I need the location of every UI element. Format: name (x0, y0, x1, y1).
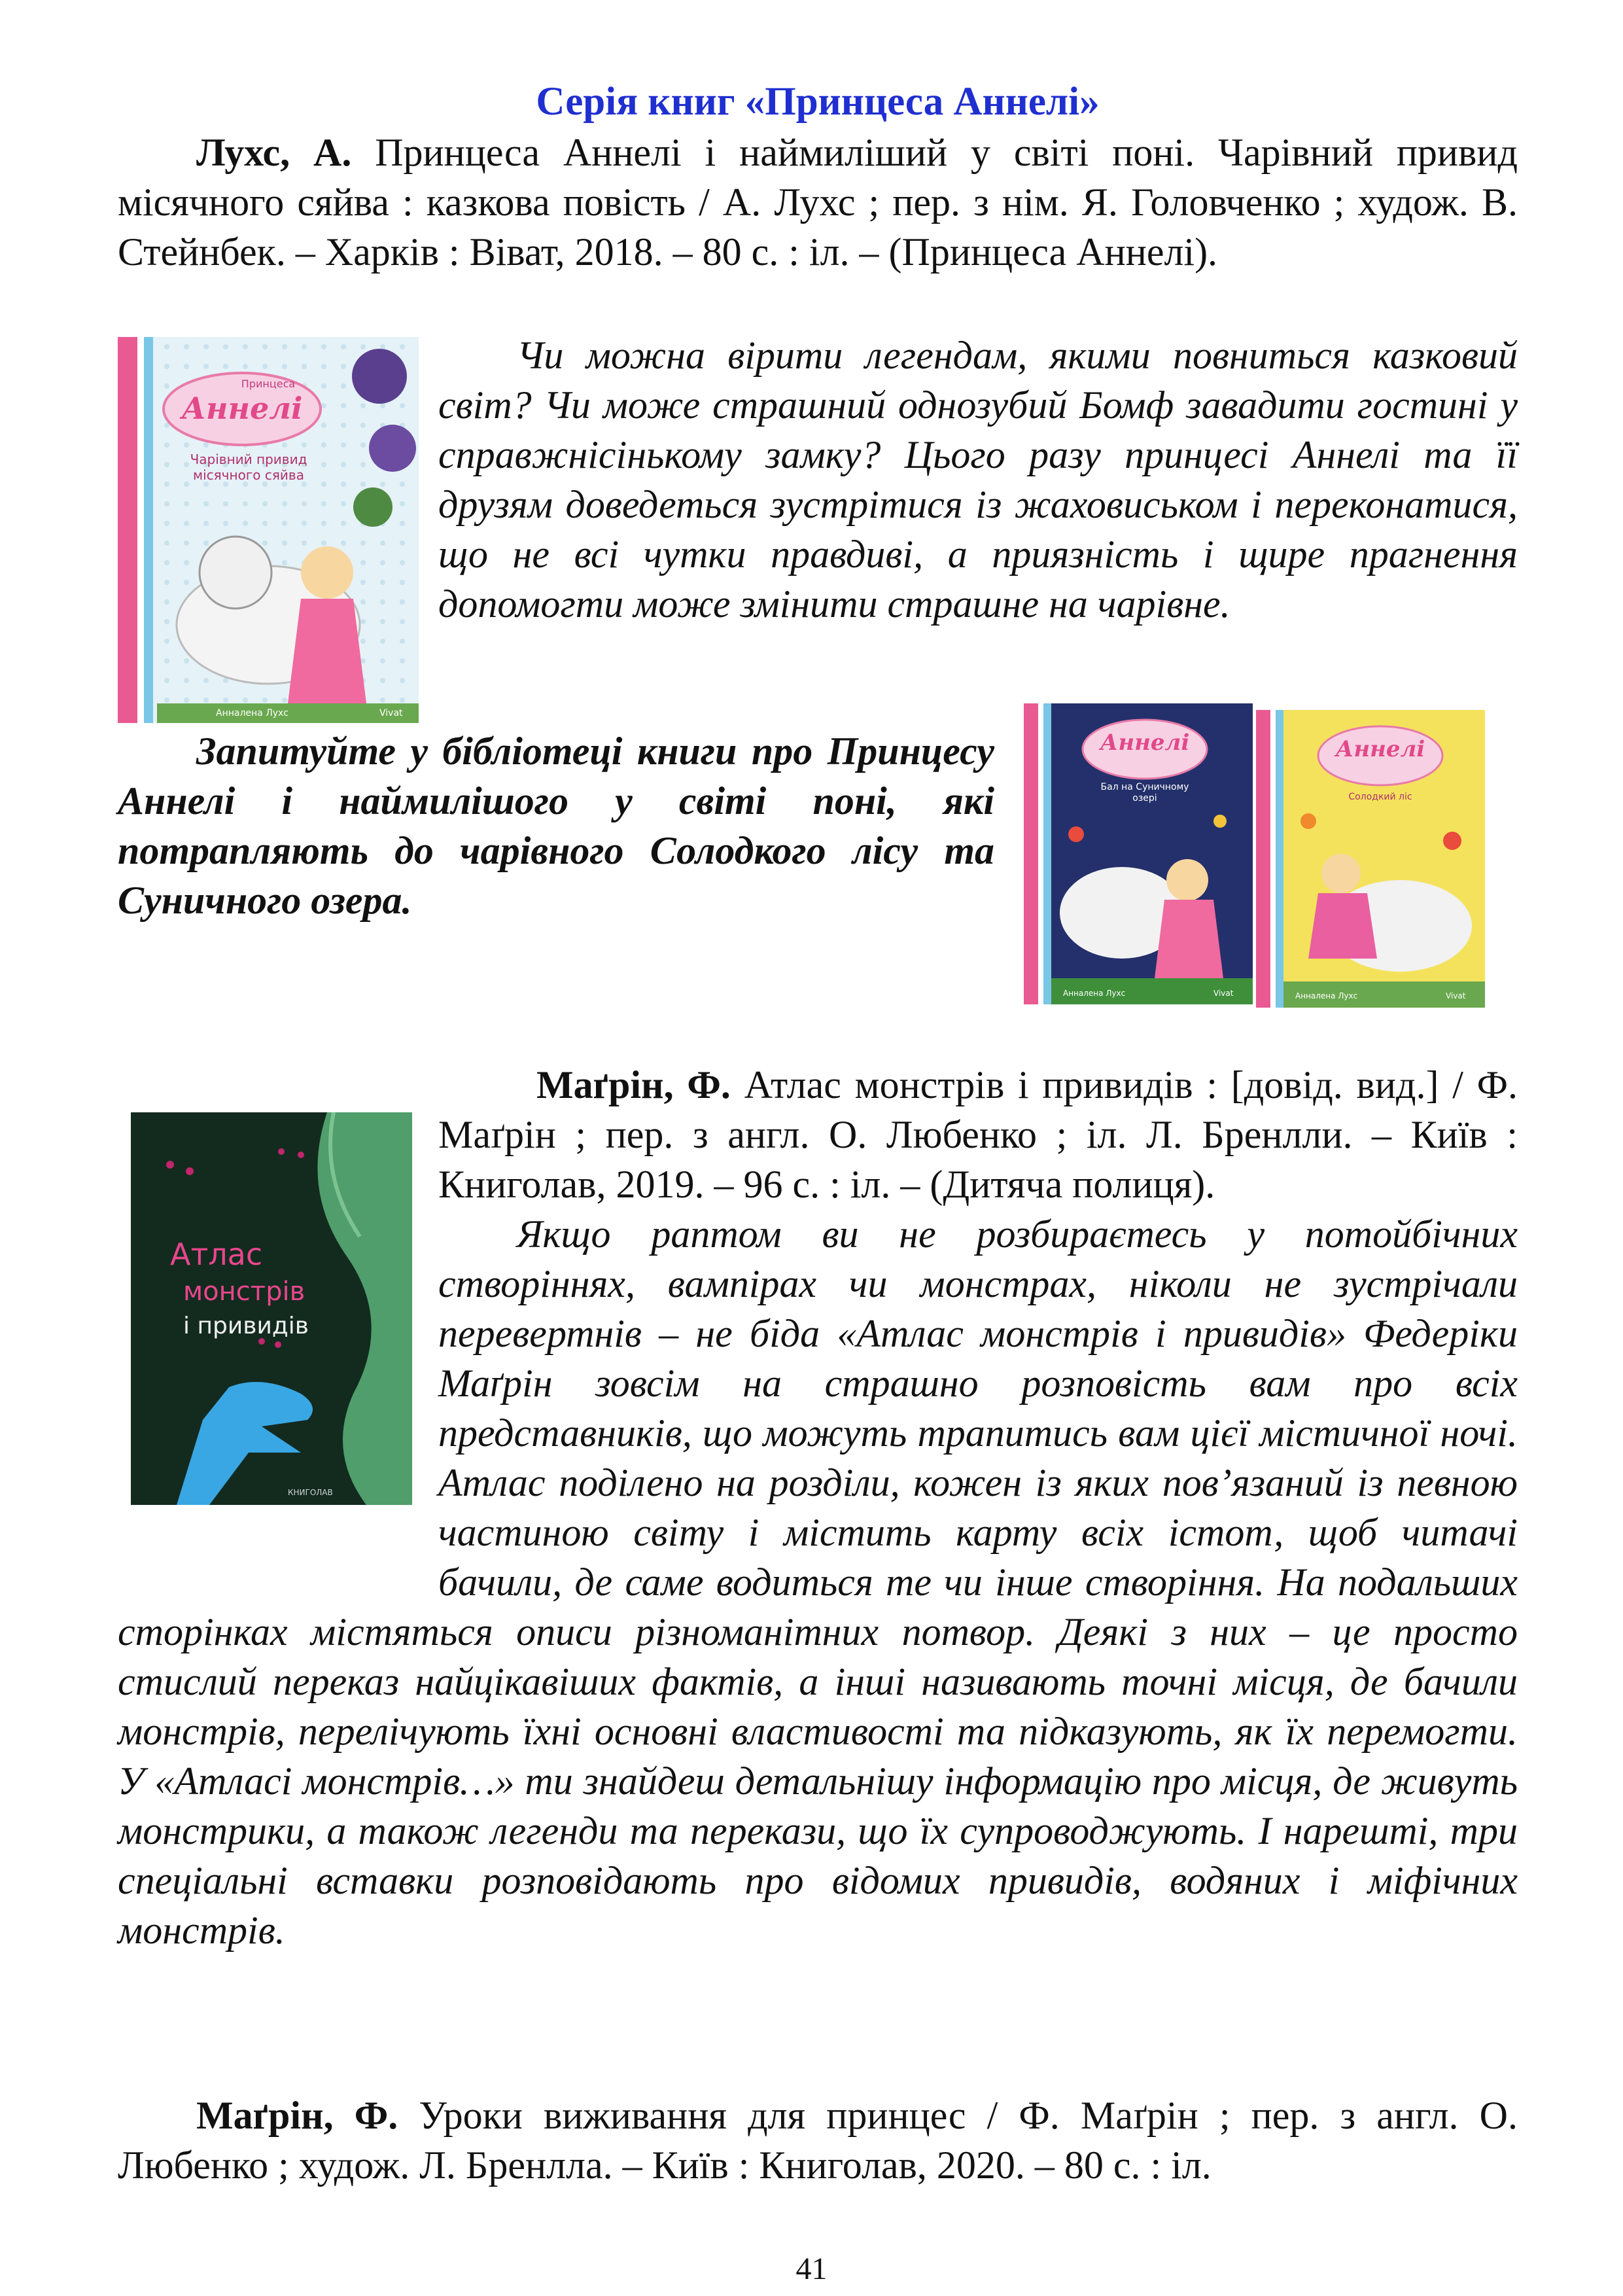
entry-2-cover-title-line-1: Атлас (170, 1237, 263, 1272)
series-title: Серія книг «Принцеса Аннелі» (536, 80, 1100, 124)
entry-2-author: Маґрін, Ф. (536, 1063, 731, 1106)
entry-2-citation: Атлас монстрів і привидів : [довід. вид.] / Ф. Маґрін ; пер. з англ. О. Любенко ; іл. Л. Бренлли. – Київ : Книголав, 2019. – 96 с. : іл. – (Дитяча полиця). (438, 1063, 1518, 1206)
entry-2-cover-publisher: КНИГОЛАВ (288, 1488, 333, 1497)
recommendation-text: Запитуйте у бібліотеці книги про Принцесу Аннелі і наймилішого у світі поні, які потрапляють до чарівного Солодкого лісу та Суничного озера. (118, 730, 994, 922)
entry-1-cover-series-over: Принцеса (241, 378, 296, 390)
entry-1-bibliography (118, 128, 1518, 277)
entry-1-cover-title: Чарівний привид місячного сяйва (190, 451, 307, 483)
entry-1-author: Лухс, А. (196, 131, 352, 174)
recommendation-cover-1-publisher: Vivat (1213, 989, 1234, 998)
recommendation-cover-2-publisher: Vivat (1446, 991, 1466, 1000)
recommendation-cover-1-author: Анналена Лухс (1063, 989, 1126, 998)
entry-2-cover-title-line-2: монстрів (183, 1277, 305, 1307)
entry-1-cover-publisher: Vivat (379, 708, 403, 718)
entry-1-annotation: Чи можна вірити легендам, якими повниться казковий світ? Чи може страшний однозубий Бомф завадити гостині у справжнісінькому замку? Цього разу принцесі Аннелі та її друзям доведеться зустрітися із жаховиськом і переконатися, що не всі чутки правдиві, а приязність і щире прагнення допомогти може змінити страшне на чарівне. (438, 334, 1518, 626)
entry-1-cover-image (118, 337, 419, 723)
recommendation-cover-2-author: Анналена Лухс (1295, 991, 1358, 1000)
entry-3-author: Маґрін, Ф. (196, 2094, 398, 2137)
entry-1-cover-author: Анналена Лухс (216, 708, 289, 718)
recommendation-cover-2 (1256, 710, 1485, 1008)
entry-1-cover-logo: Аннелі (181, 391, 303, 426)
recommendation-cover-2-title: Солодкий ліс (1348, 792, 1412, 802)
recommendation-cover-1-logo: Аннелі (1100, 730, 1190, 756)
entry-2-text (118, 1060, 1518, 1955)
recommendation-cover-1 (1024, 703, 1253, 1004)
entry-2-cover-title-line-3: і привидів (183, 1313, 309, 1339)
entry-2-annotation: Якщо раптом ви не розбираєтесь у потойбічних створіннях, вампірах чи монстрах, ніколи не зустрічали перевертнів – не біда «Атлас монстрів і привидів» Федеріки Маґрін зовсім на страшно розповість вам про всіх представників, що можуть трапитись вам цієї містичної ночі. Атлас поділено на розділи, кожен із яких пов’язаний із певною частиною світу і містить карту всіх істот, щоб читачі бачили, де саме водиться те чи інше створіння. На подальших сторінках містяться описи різноманітних потвор. Деякі з них – це просто стислий переказ найцікавіших фактів, а інші називають точні місця, де бачили монстрів, перелічують їхні основні властивості та підказують, як їх перемогти. У «Атласі монстрів…» ти знайдеш детальнішу інформацію про місця, де живуть монстрики, а також легенди та перекази, що їх супроводжують. І нарешті, три спеціальні вставки розповідають про відомих привидів, водяних і міфічних монстрів. (118, 1212, 1518, 1952)
entry-1-citation: Принцеса Аннелі і наймиліший у світі поні. Чарівний привид місячного сяйва : казкова повість / А. Лухс ; пер. з нім. Я. Головченко ; худож. В. Стейнбек. – Харків : Віват, 2018. – 80 с. : іл. – (Принцеса Аннелі). (118, 131, 1518, 274)
entry-3-bibliography (118, 2091, 1518, 2190)
recommendation-cover-2-logo: Аннелі (1335, 736, 1425, 762)
page-number: 41 (795, 2252, 828, 2286)
recommendation-cover-1-title: Бал на Суничному озері (1100, 782, 1189, 804)
entry-3-citation: Уроки виживання для принцес / Ф. Маґрін ; пер. з англ. О. Любенко ; худож. Л. Бренлла. – Київ : Книголав, 2020. – 80 с. : іл. (118, 2094, 1518, 2187)
entry-2-cover-float (118, 1110, 438, 1561)
